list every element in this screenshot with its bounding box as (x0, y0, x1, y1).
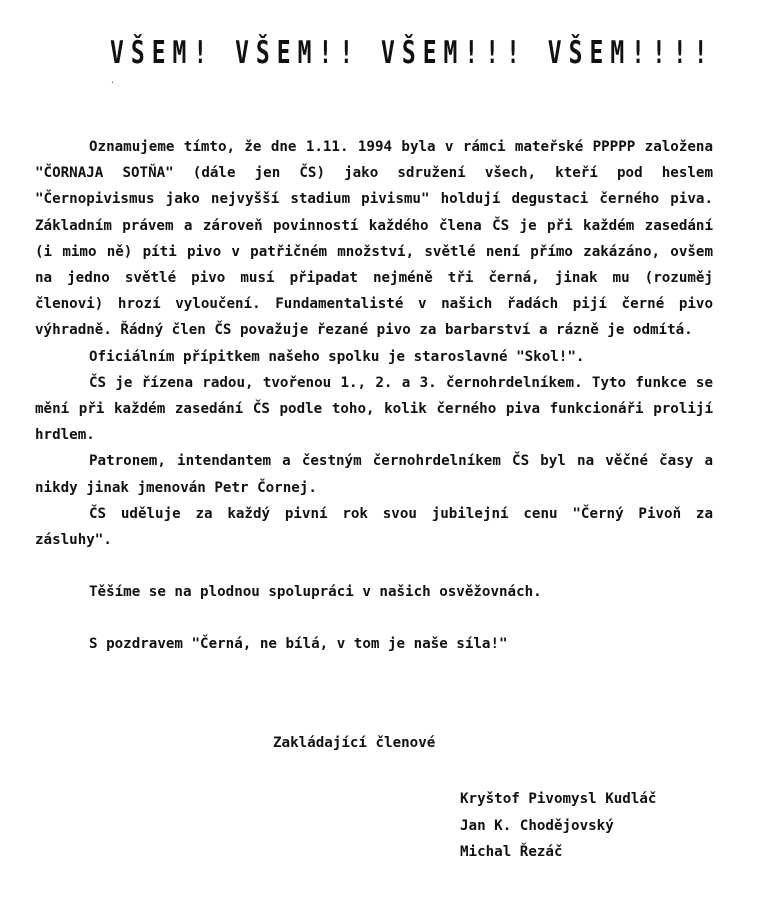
paragraph-greeting: S pozdravem "Černá, ne bílá, v tom je naše síla!" (89, 636, 508, 653)
paragraph-cooperation: Těšíme se na plodnou spolupráci v našich osvěžovnách. (89, 584, 542, 601)
speck-mark: . (110, 76, 115, 85)
signatory-name: Michal Řezáč (460, 844, 563, 860)
paragraph-council: ČS je řízena radou, tvořenou 1., 2. a 3. černohrdelníkem. Tyto funkce se mění při každém zasedání ČS podle toho, kolik černého piva funkcionáři prolijí hrdlem. (35, 374, 713, 444)
signatory-name: Jan K. Chodějovský (460, 817, 614, 834)
paragraph-award: ČS uděluje za každý pivní rok svou jubilejní cenu "Černý Pivoň za zásluhy". (35, 505, 713, 549)
paragraph-announcement: Oznamujeme tímto, že dne 1.11. 1994 byla v rámci mateřské PPPPP založena "ČORNAJA SOTŇA" (dále jen ČS) jako sdružení všech, kteří pod heslem "Černopivismus jako nejvyšší stadium pivismu" holdují degustaci černého piva. Základním právem a zároveň povinností každého člena ČS je při každém zasedání (i mimo ně) píti pivo v patřičném množství, světlé není přímo zakázáno, ovšem na jedno světlé pivo musí připadat nejméně tři černá, jinak mu (rozuměj členovi) hrozí vyloučení. Fundamentalisté v našich řadách pijí černé pivo výhradně. Řádný člen ČS považuje řezané pivo za barbarství a rázně je odmítá. (35, 139, 713, 339)
signatures (460, 786, 656, 866)
paragraph-patron: Patronem, intendantem a čestným černohrdelníkem ČS byl na věčné časy a nikdy jinak jmenován Petr Čornej. (35, 453, 713, 496)
paragraph-toast: Oficiálním přípitkem našeho spolku je staroslavné "Skol!". (89, 348, 585, 365)
headline: VŠEM! VŠEM!! VŠEM!!! VŠEM!!!! (110, 36, 715, 72)
body-text (35, 134, 713, 658)
founders-label: Zakládající členové (273, 735, 436, 751)
signatory-name: Kryštof Pivomysl Kudláč (460, 791, 657, 807)
